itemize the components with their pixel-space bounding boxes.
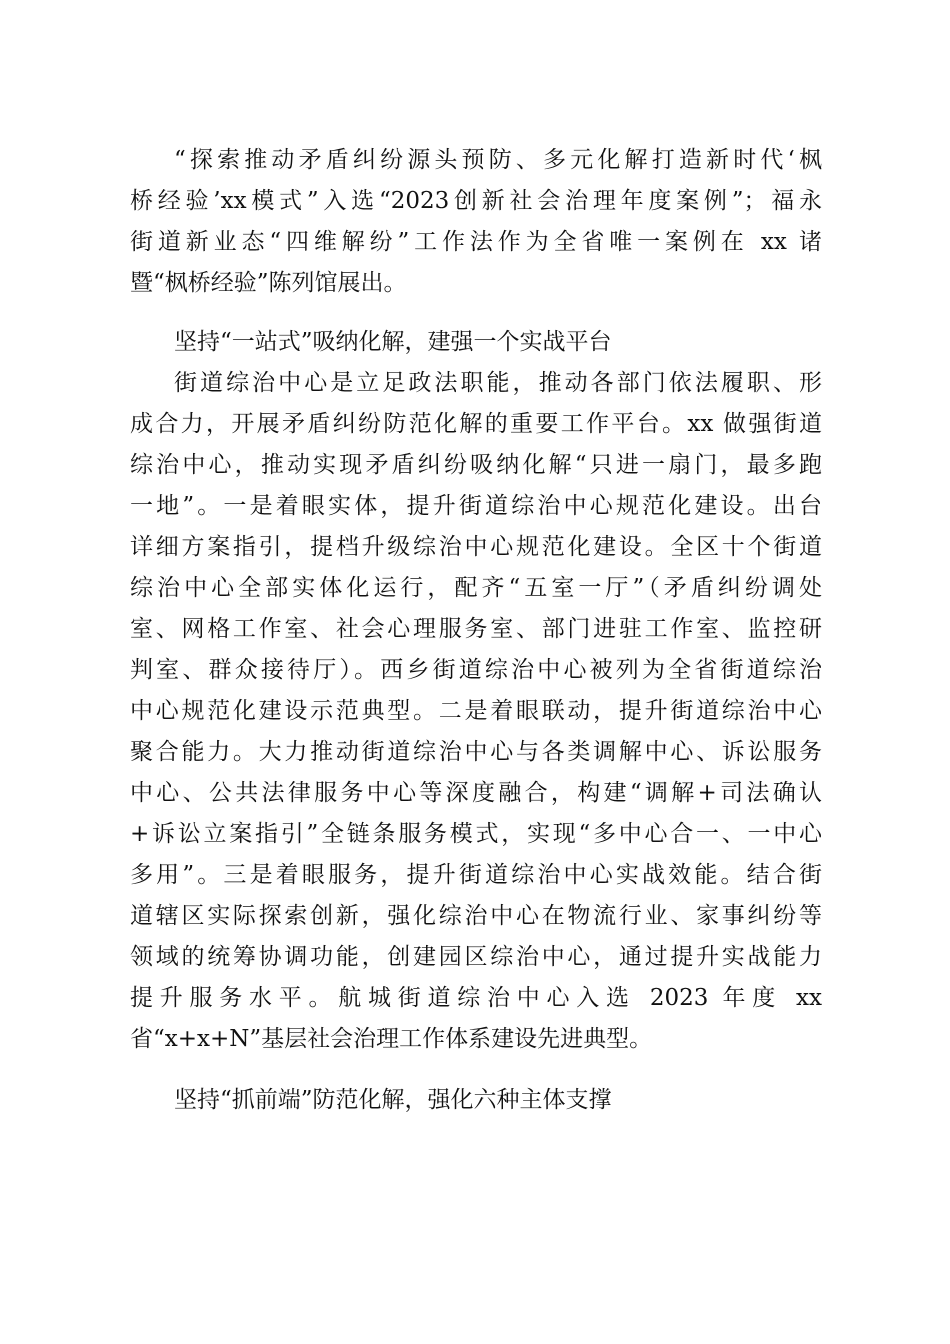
- document-page: [130, 140, 822, 1121]
- text-line: 综治中心全部实体化运行，配齐“五室一厅”（矛盾纠纷调处: [130, 575, 822, 601]
- body-paragraph: [130, 363, 822, 1060]
- text-line: 街道新业态“四维解纷”工作法作为全省唯一案例在 xx 诸: [130, 229, 822, 255]
- section-heading: [130, 1080, 822, 1121]
- text-line: 一地”。一是着眼实体，提升街道综治中心规范化建设。出台: [130, 493, 822, 519]
- text-line: 桥经验’xx模式”入选“2023创新社会治理年度案例”；福永: [130, 188, 822, 214]
- text-line: 判室、群众接待厅）。西乡街道综治中心被列为全省街道综治: [130, 657, 822, 683]
- text-line: 道辖区实际探索创新，强化综治中心在物流行业、家事纠纷等: [130, 903, 822, 929]
- text-line: 省“x+x+N”基层社会治理工作体系建设先进典型。: [130, 1026, 653, 1052]
- text-line: 领域的统筹协调功能，创建园区综治中心，通过提升实战能力: [130, 944, 822, 970]
- section-heading: [130, 322, 822, 363]
- text-line: 街道综治中心是立足政法职能，推动各部门依法履职、形: [174, 370, 822, 396]
- text-line: 坚持“抓前端”防范化解，强化六种主体支撑: [174, 1087, 612, 1113]
- text-line: 多用”。三是着眼服务，提升街道综治中心实战效能。结合街: [130, 862, 822, 888]
- text-line: 坚持“一站式”吸纳化解，建强一个实战平台: [174, 329, 612, 355]
- text-line: 室、网格工作室、社会心理服务室、部门进驻工作室、监控研: [130, 616, 822, 642]
- text-line: 暨“枫桥经验”陈列馆展出。: [130, 270, 407, 296]
- text-line: 中心、公共法律服务中心等深度融合，构建“调解+司法确认: [130, 780, 822, 806]
- text-line: 综治中心，推动实现矛盾纠纷吸纳化解“只进一扇门，最多跑: [130, 452, 822, 478]
- text-line: +诉讼立案指引”全链条服务模式，实现“多中心合一、一中心: [130, 821, 822, 847]
- text-line: 成合力，开展矛盾纠纷防范化解的重要工作平台。xx 做强街道: [130, 411, 822, 437]
- text-line: 聚合能力。大力推动街道综治中心与各类调解中心、诉讼服务: [130, 739, 822, 765]
- text-line: 详细方案指引，提档升级综治中心规范化建设。全区十个街道: [130, 534, 822, 560]
- body-paragraph: [130, 140, 822, 304]
- text-line: “探索推动矛盾纠纷源头预防、多元化解打造新时代‘枫: [174, 147, 822, 173]
- text-line: 中心规范化建设示范典型。二是着眼联动，提升街道综治中心: [130, 698, 822, 724]
- text-line: 提升服务水平。航城街道综治中心入选 2023 年度 xx: [130, 985, 822, 1011]
